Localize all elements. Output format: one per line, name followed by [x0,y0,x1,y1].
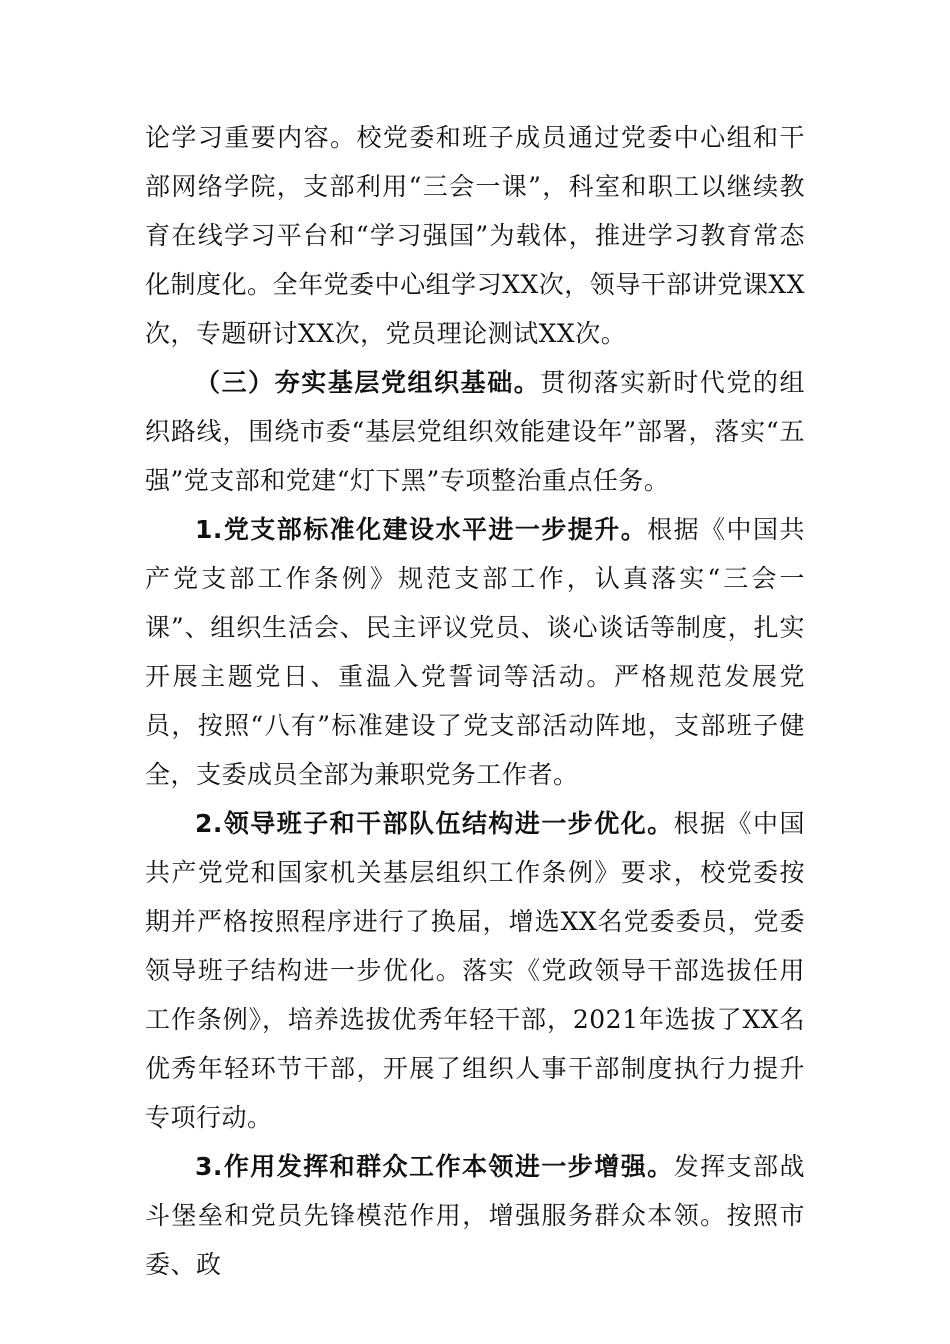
paragraph-text: 根据《中国共产党党和国家机关基层组织工作条例》要求，校党委按期并严格按照程序进行了换届，增选XX名党委委员，党委领导班子结构进一步优化。落实《党政领导干部选拔任用工作条例》，培养选拔优秀年轻干部，2021年选拔了XX名优秀年轻环节干部，开展了组织人事干部制度执行力提升专项行动。 [145,809,805,1132]
paragraph-text: 根据《中国共产党支部工作条例》规范支部工作，认真落实“三会一课”、组织生活会、民主评议党员、谈心谈话等制度，扎实开展主题党日、重温入党誓词等活动。严格规范发展党员，按照“八有”标准建设了党支部活动阵地，支部班子健全，支委成员全部为兼职党务工作者。 [145,515,805,789]
paragraph-text: 发挥支部战斗堡垒和党员先锋模范作用，增强服务群众本领。按照市委、政 [145,1152,805,1279]
item-heading: 2.领导班子和干部队伍结构进一步优化。 [195,809,674,838]
paragraph-text: 论学习重要内容。校党委和班子成员通过党委中心组和干部网络学院，支部利用“三会一课”，科室和职工以继续教育在线学习平台和“学习强国”为载体，推进学习教育常态化制度化。全年党委中心组学习XX次，领导干部讲党课XX次，专题研讨XX次，党员理论测试XX次。 [145,123,805,348]
paragraph-continuation [145,113,805,358]
item-heading: 1.党支部标准化建设水平进一步提升。 [195,515,648,544]
item-two-paragraph [145,799,805,1142]
section-three-paragraph [145,358,805,505]
document-body [145,113,805,1289]
item-heading: 3.作用发挥和群众工作本领进一步增强。 [195,1152,674,1181]
item-one-paragraph [145,505,805,799]
paragraph-text: 贯彻落实新时代党的组织路线，围绕市委“基层党组织效能建设年”部署，落实“五强”党支部和党建“灯下黑”专项整治重点任务。 [145,368,805,495]
section-heading: （三）夯实基层党组织基础。 [195,368,541,397]
item-three-paragraph [145,1142,805,1289]
